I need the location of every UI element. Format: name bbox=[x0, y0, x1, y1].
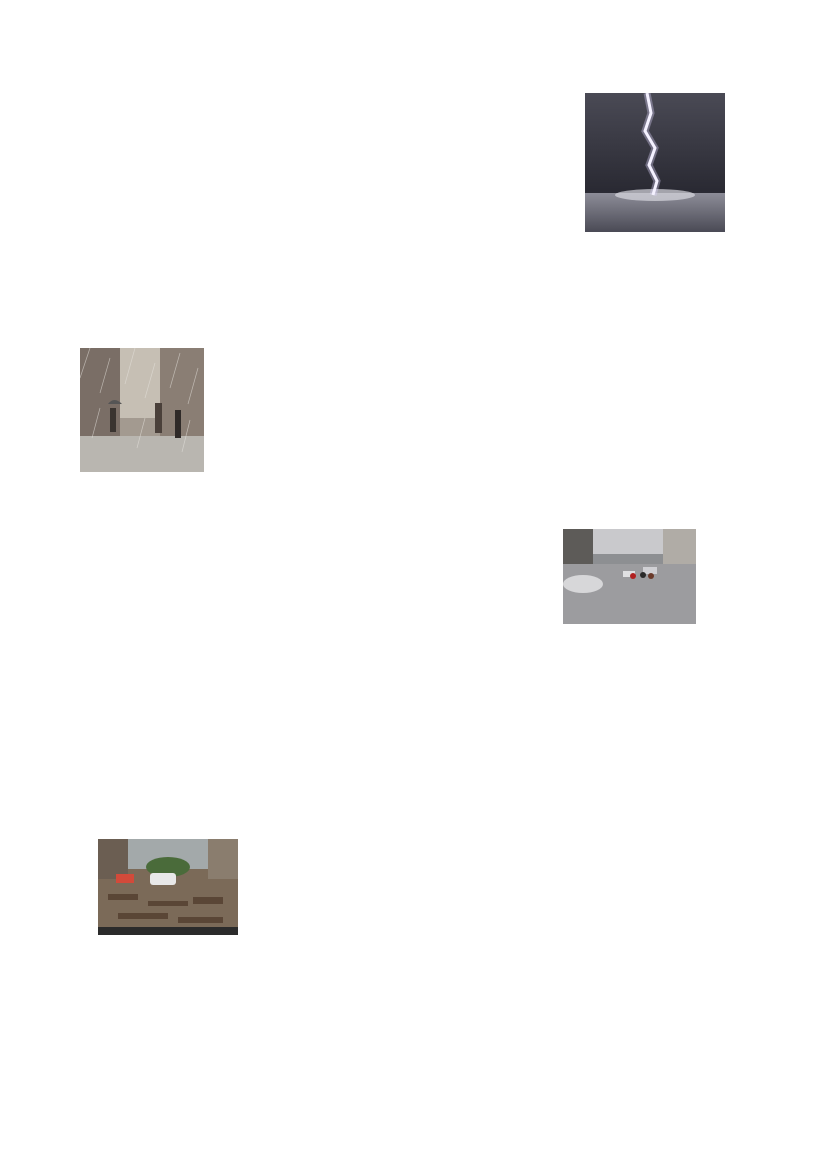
lightning-photo bbox=[585, 93, 725, 232]
street-rain-photo bbox=[80, 348, 204, 472]
debris-street-photo bbox=[98, 839, 238, 935]
flooded-street-photo bbox=[563, 529, 696, 624]
page-title bbox=[88, 66, 568, 146]
